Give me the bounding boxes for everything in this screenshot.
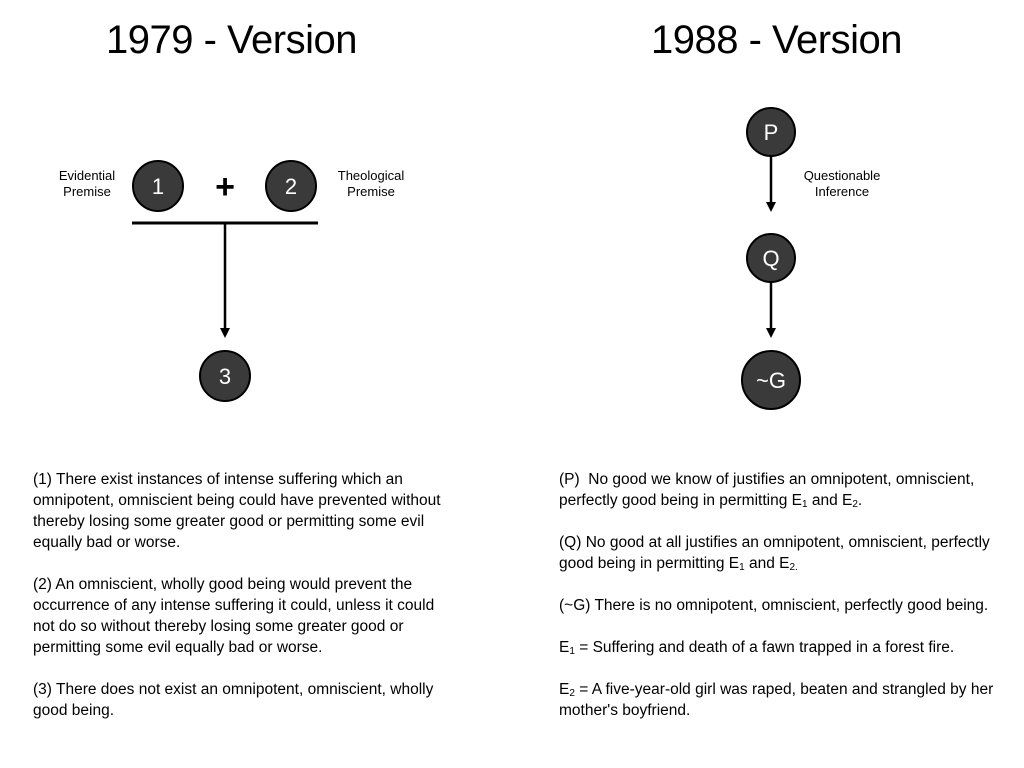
node-q [747,234,795,282]
plus-sign: + [215,168,235,206]
definition-e2: $E_2 = A$ five-year-old girl was raped, beaten and strangled by her mother's boyfriend. [559,681,994,719]
title-1988-version: 1988 - Version [651,18,902,62]
svg-text:1: 1 [151,174,165,199]
node-p [747,108,795,156]
svg-text:P: P [763,120,779,145]
node-not-g [742,351,800,409]
svg-text:3: 3 [218,364,232,389]
evidential-premise-label [59,168,115,199]
node-premise-1 [133,161,183,211]
statement-not-g: (~G) There is no omnipotent, omniscient, perfectly good being. [559,597,989,614]
premise-1-text: (1) There exist instances of intense suffering which an omnipotent, omniscient being could have prevented without thereby losing some greater good or permitting some evil equally bad or worse. [33,471,441,551]
node-premise-2 [266,161,316,211]
svg-text:Theological: Theological [337,168,405,183]
svg-text:Inference: Inference [814,184,870,199]
premises-1979 [33,469,458,742]
node-conclusion-3 [200,351,250,401]
statement-q: (Q) No good at all justifies an omnipotent, omniscient, perfectly good being in permitting $E_1$ and $E_{2.}$ [559,534,990,573]
premise-3-text: (3) There does not exist an omnipotent, omniscient, wholly good being. [33,681,434,719]
svg-text:~G: ~G [756,368,786,393]
svg-text:Premise: Premise [347,184,395,199]
statement-p: (P) No good we know of justifies an omnipotent, omniscient, perfectly good being in permitting $E_1$ and $E_2$. [559,471,975,510]
title-1979-version: 1979 - Version [106,18,357,62]
premise-2-text: (2) An omniscient, wholly good being would prevent the occurrence of any intense suffering it could, unless it could not do so without thereby losing some greater good or permitting some evil equally bad or worse. [33,576,435,656]
svg-text:2: 2 [284,174,298,199]
definition-e1: $E_1$ = Suffering and death of a fawn trapped in a forest fire. [559,639,955,657]
statements-1988 [559,469,1004,742]
svg-text:Q: Q [762,246,780,271]
svg-text:Premise: Premise [63,184,111,199]
questionable-inference-label [804,168,881,199]
svg-text:Evidential: Evidential [58,168,116,183]
theological-premise-label [338,168,405,199]
svg-text:Questionable: Questionable [803,168,881,183]
